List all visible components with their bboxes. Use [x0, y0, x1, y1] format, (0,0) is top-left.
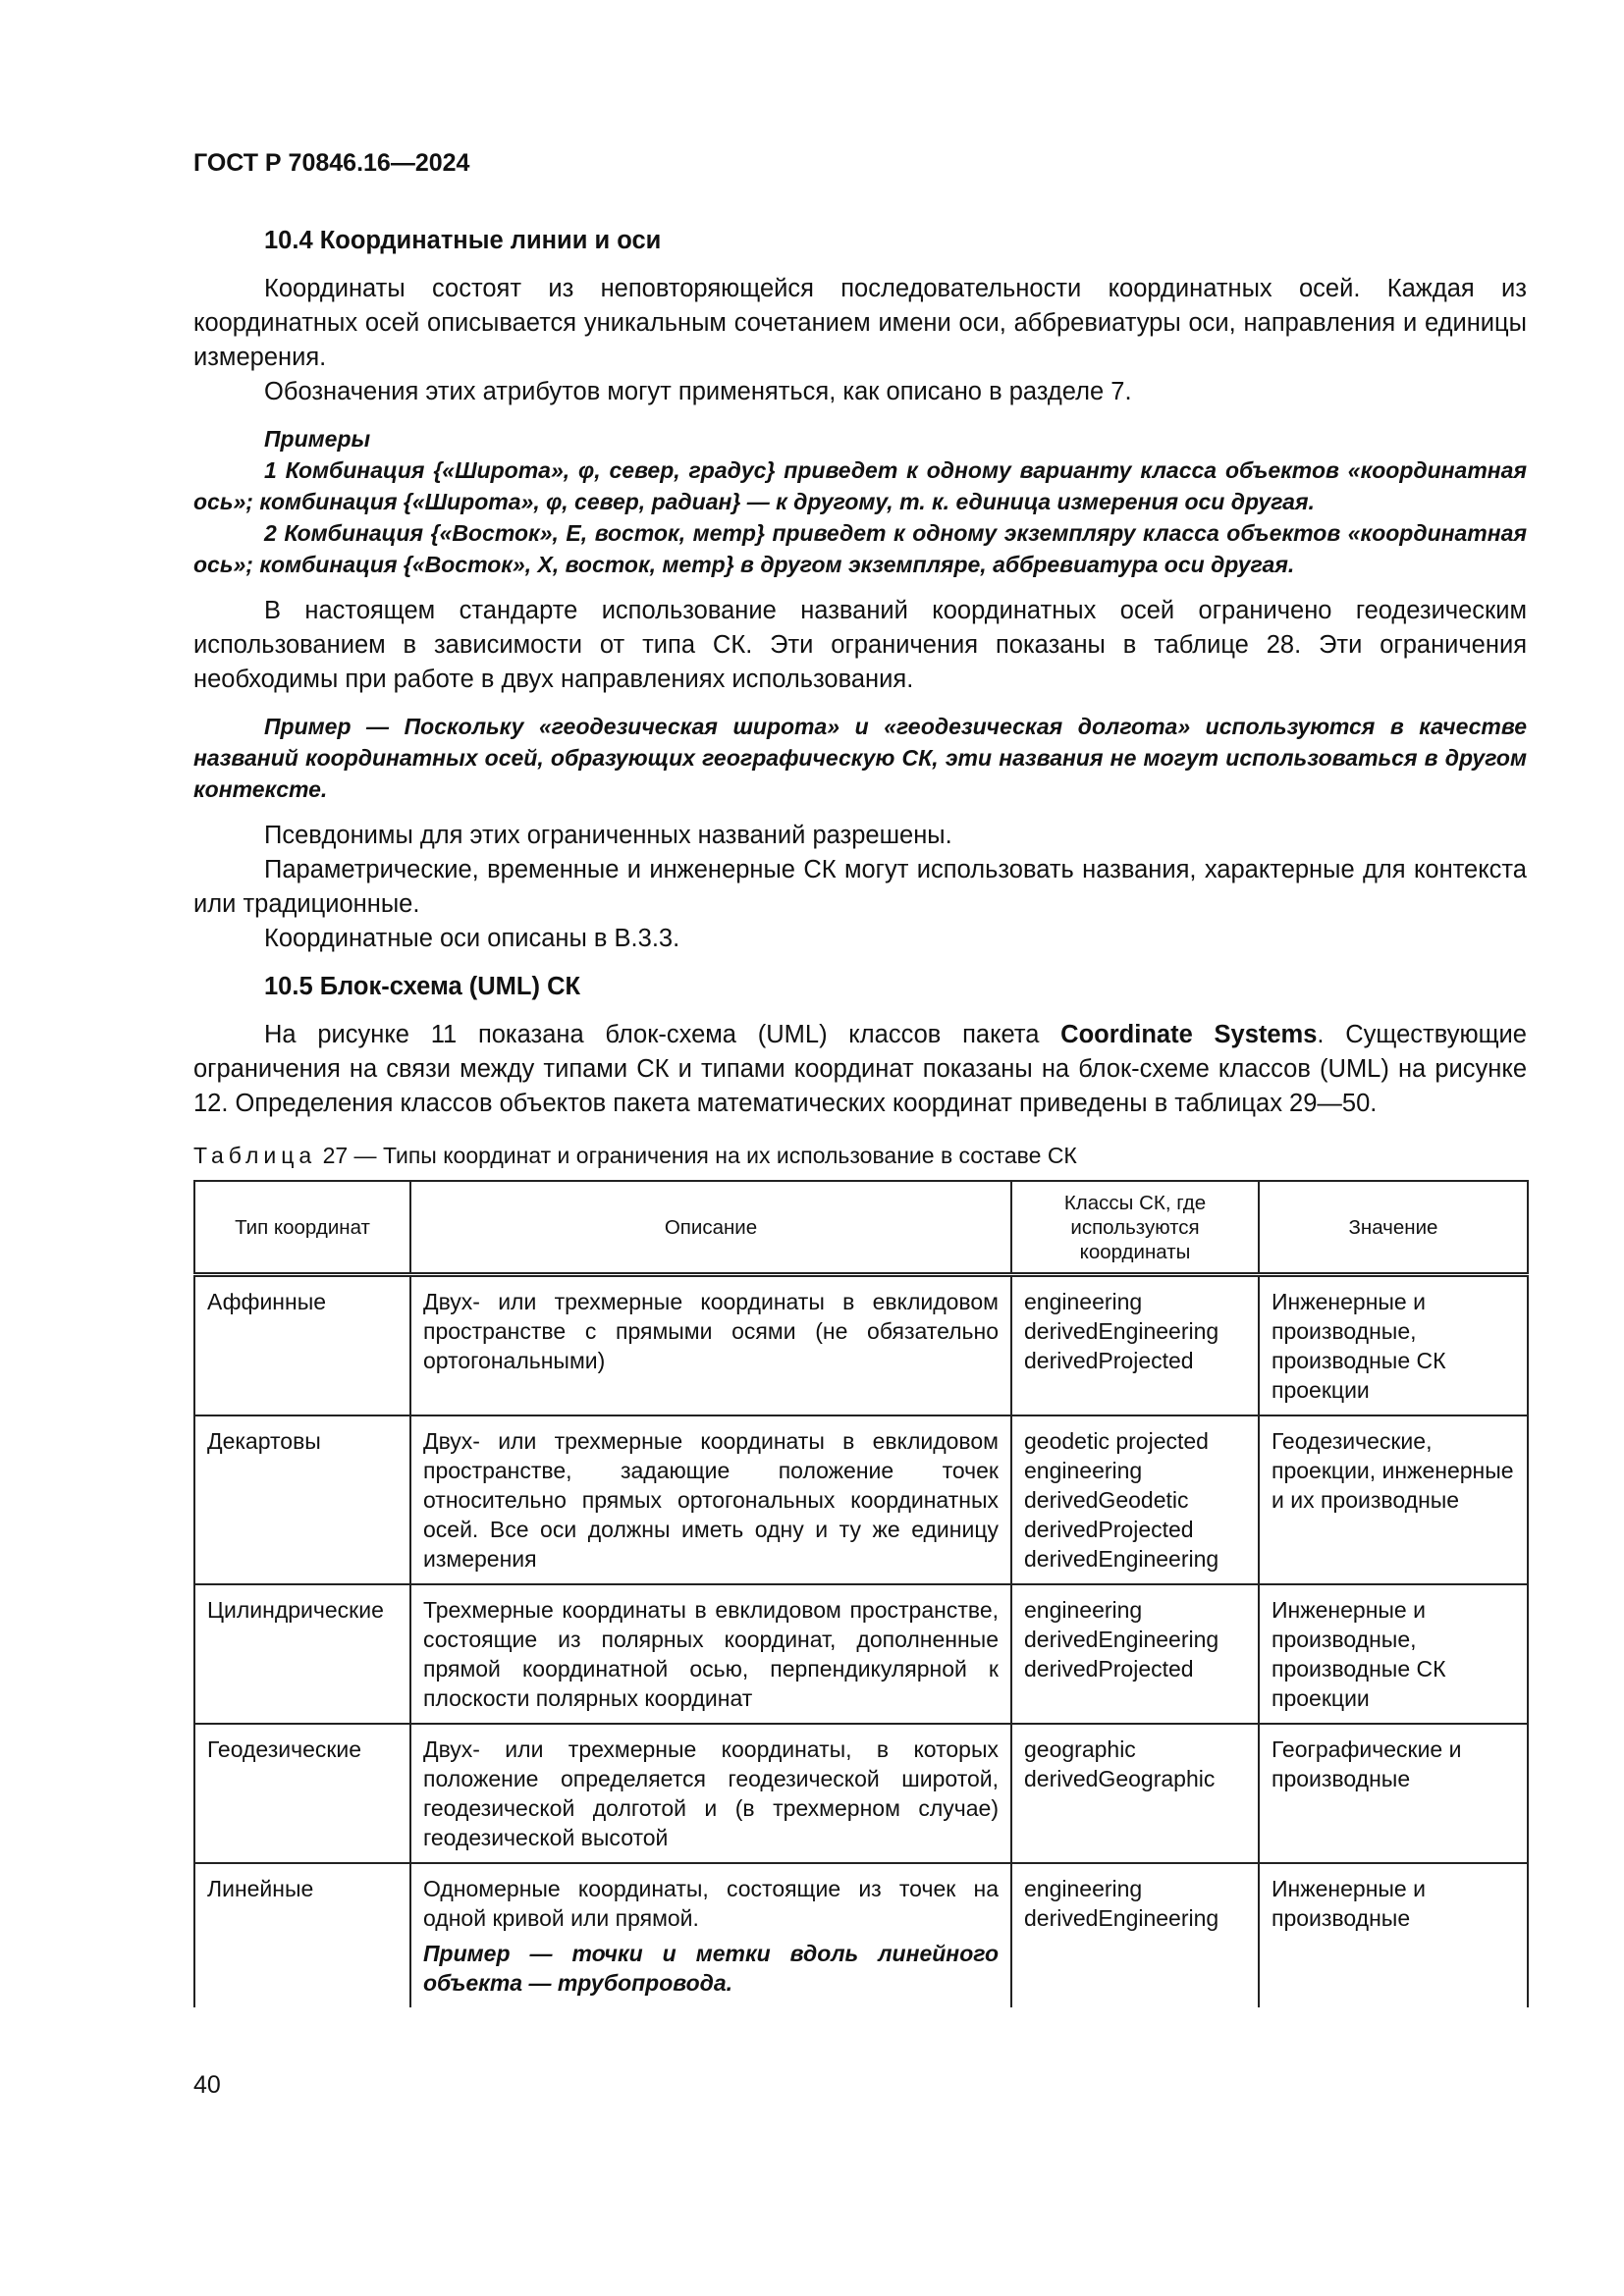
example-1: 1 Комбинация {«Широта», φ, север, градус} приведет к одному варианту класса объектов «координатная ось»; комбинация {«Широта», φ, север, радиан} — к другому, т. к. единица измерения оси другая. [193, 457, 1527, 514]
class-name: engineering [1024, 1289, 1143, 1314]
examples-label: Примеры [264, 426, 371, 452]
section-heading-10-4: 10.4 Координатные линии и оси [264, 227, 662, 254]
cell-description: Трехмерные координаты в евклидовом пространстве, состоящие из полярных координат, дополненные прямой координатной осью, перпендикулярной к плоскости полярных координат [410, 1584, 1011, 1724]
cell-value: Инженерные и производные, производные СК проекции [1259, 1584, 1528, 1724]
cell-type: Цилиндрические [194, 1584, 410, 1724]
class-name: geodetic projected [1024, 1428, 1209, 1454]
cell-classes [1011, 1724, 1259, 1863]
paragraph: Координаты состоят из неповторяющейся последовательности координатных осей. Каждая из координатных осей описывается уникальным сочетанием имени оси, аббревиатуры оси, направления и единицы измерения. [193, 275, 1527, 371]
paragraph: Параметрические, временные и инженерные СК могут использовать названия, характерные для контекста или традиционные. [193, 856, 1527, 918]
paragraph: Координатные оси описаны в В.3.3. [264, 925, 680, 952]
example-3: Пример — Поскольку «геодезическая широта» и «геодезическая долгота» используются в качестве названий координатных осей, образующих географическую СК, эти названия не могут использоваться в другом контексте. [193, 714, 1527, 802]
page-content [193, 224, 1527, 2007]
cell-type: Аффинные [194, 1275, 410, 1416]
cell-value: Инженерные и производные, производные СК проекции [1259, 1275, 1528, 1416]
coordinate-types-table [193, 1180, 1529, 2007]
page-number: 40 [193, 2071, 221, 2099]
cell-classes [1011, 1275, 1259, 1416]
cell-description: Двух- или трехмерные координаты в евклидовом пространстве, задающие положение точек относительно прямых ортогональных координатных осей. Все оси должны иметь одну и ту же единицу измерения [410, 1415, 1011, 1584]
cell-classes [1011, 1415, 1259, 1584]
section-heading-10-5: 10.5 Блок-схема (UML) СК [264, 973, 581, 1000]
paragraph: Обозначения этих атрибутов могут применяться, как описано в разделе 7. [264, 378, 1132, 405]
class-name: engineering [1024, 1458, 1143, 1483]
paragraph: Псевдонимы для этих ограниченных названий разрешены. [264, 822, 952, 849]
class-name: derivedEngineering [1024, 1546, 1219, 1572]
class-name: engineering [1024, 1876, 1143, 1901]
class-name: derivedGeographic [1024, 1766, 1216, 1791]
table-caption: Таблица 27 — Типы координат и ограничения на их использование в составе СК [193, 1143, 1077, 1168]
class-name: derivedProjected [1024, 1517, 1194, 1542]
table-row [194, 1863, 1528, 2007]
example-2: 2 Комбинация {«Восток», E, восток, метр} приведет к одному экземпляру класса объектов «координатная ось»; комбинация {«Восток», X, восток, метр} в другом экземпляре, аббревиатура оси другая. [193, 520, 1527, 577]
column-header: Описание [410, 1181, 1011, 1275]
document-header: ГОСТ Р 70846.16—2024 [193, 149, 470, 177]
cell-type: Геодезические [194, 1724, 410, 1863]
cell-description: Двух- или трехмерные координаты в евклидовом пространстве с прямыми осями (не обязательно ортогональными) [410, 1275, 1011, 1416]
cell-description: Одномерные координаты, состоящие из точек на одной кривой или прямой. Пример — точки и метки вдоль линейного объекта — трубопровода. [410, 1863, 1011, 2007]
cell-description: Двух- или трехмерные координаты, в которых положение определяется геодезической широтой, геодезической долготой и (в трехмерном случае) геодезической высотой [410, 1724, 1011, 1863]
column-header: Тип координат [194, 1181, 410, 1275]
column-header: Классы СК, где используются координаты [1011, 1181, 1259, 1275]
class-name: derivedProjected [1024, 1348, 1194, 1373]
table-row [194, 1584, 1528, 1724]
class-name: derivedEngineering [1024, 1318, 1219, 1344]
cell-value: Геодезические, проекции, инженерные и их производные [1259, 1415, 1528, 1584]
table-row [194, 1724, 1528, 1863]
class-name: engineering [1024, 1597, 1143, 1623]
cell-example: Пример — точки и метки вдоль линейного объекта — трубопровода. [423, 1941, 999, 1996]
class-name: derivedGeodetic [1024, 1487, 1189, 1513]
cell-value: Инженерные и производные [1259, 1863, 1528, 2007]
class-name: geographic [1024, 1736, 1136, 1762]
class-name: derivedEngineering [1024, 1905, 1219, 1931]
table-row [194, 1415, 1528, 1584]
class-name: derivedProjected [1024, 1656, 1194, 1682]
cell-value: Географические и производные [1259, 1724, 1528, 1863]
cell-classes [1011, 1584, 1259, 1724]
cell-type: Декартовы [194, 1415, 410, 1584]
table-header-row [194, 1181, 1528, 1275]
paragraph: На рисунке 11 показана блок-схема (UML) классов пакета Coordinate Systems. Существующие ограничения на связи между типами СК и типами координат показаны на блок-схеме классов (UML) на рисунке 12. Определения классов объектов пакета математических координат приведены в таблицах 29—50. [193, 1021, 1527, 1117]
paragraph: В настоящем стандарте использование названий координатных осей ограничено геодезическим использованием в зависимости от типа СК. Эти ограничения показаны в таблице 28. Эти ограничения необходимы при работе в двух направлениях использования. [193, 597, 1527, 693]
cell-type: Линейные [194, 1863, 410, 2007]
table-row [194, 1275, 1528, 1416]
column-header: Значение [1259, 1181, 1528, 1275]
class-name: derivedEngineering [1024, 1627, 1219, 1652]
package-name: Coordinate Systems [1060, 1021, 1318, 1048]
cell-classes [1011, 1863, 1259, 2007]
